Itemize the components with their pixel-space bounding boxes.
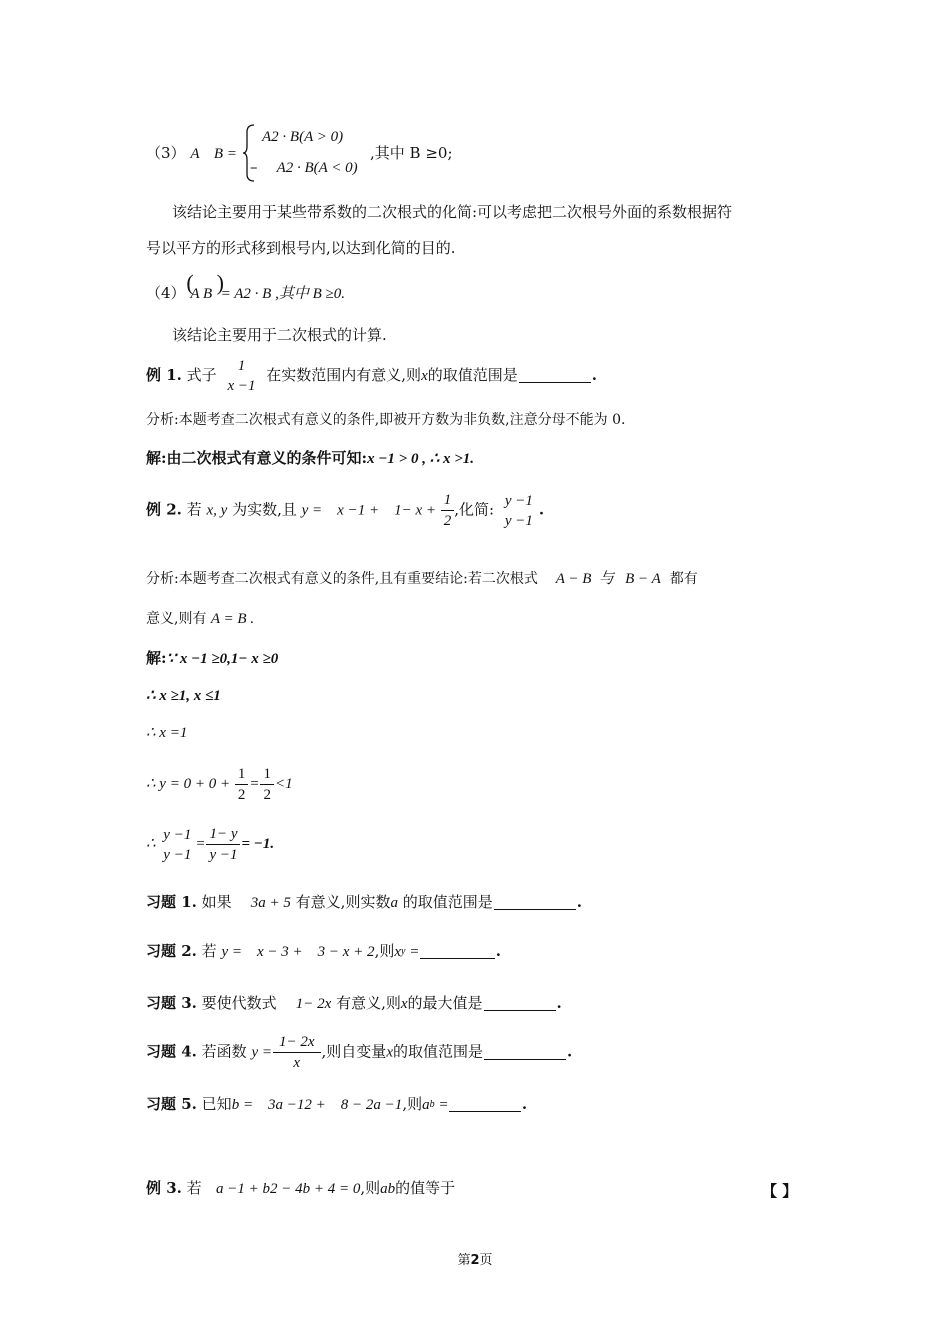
- item-3-lhs-a: A: [190, 146, 200, 162]
- example-1-end: .: [591, 366, 597, 384]
- fraction-denominator: 2: [443, 513, 452, 529]
- exercise-3: [146, 993, 562, 1014]
- solution-step-4-b: <1: [274, 775, 293, 792]
- exercise-var: x: [400, 996, 408, 1012]
- exercise-text-b: 有意义,则: [336, 994, 401, 1012]
- fraction-numerator: 1: [235, 764, 249, 785]
- exercise-label: 习题 1.: [146, 893, 197, 911]
- example-2-half: [441, 490, 455, 531]
- exercise-text-a: 如果: [201, 893, 232, 911]
- exercise-text-b: ,则: [374, 942, 395, 960]
- fraction-numerator: y −1: [504, 492, 533, 509]
- note-3-line-1: 该结论主要用于某些带系数的二次根式的化简:可以考虑把二次根号外面的系数根据符: [172, 203, 733, 221]
- example-1-fraction: [224, 356, 258, 396]
- example-1: [146, 356, 597, 396]
- item-3-case-2-expr: A2 · B(A < 0): [276, 160, 358, 176]
- page-footer: [0, 1249, 950, 1268]
- fraction-numerator: 1− 2x: [273, 1032, 321, 1053]
- example-1-label: 例 1.: [146, 366, 182, 384]
- exercise-var: x: [386, 1044, 393, 1061]
- example-2: [146, 490, 544, 531]
- exercise-end: .: [556, 994, 562, 1012]
- example-3-text-a: 若: [186, 1179, 202, 1197]
- answer-blank[interactable]: [420, 942, 495, 959]
- fraction-denominator: 2: [237, 787, 246, 803]
- solution-fraction-3: [160, 825, 194, 865]
- exercise-end: .: [576, 893, 582, 911]
- item-3-case-1: A2 · B(A > 0): [262, 129, 344, 145]
- exercise-4: [146, 1032, 572, 1073]
- example-1-var: x: [421, 368, 428, 384]
- footer-pre: 第: [457, 1253, 471, 1268]
- exercise-text-c: 的取值范围是: [402, 893, 493, 911]
- example-3-expr: a −1 + b2 − 4b + 4 = 0: [216, 1181, 361, 1197]
- answer-blank[interactable]: [484, 994, 556, 1011]
- fraction-denominator: 2: [263, 787, 271, 803]
- item-3-case-2-sign: –: [250, 158, 258, 176]
- answer-bracket[interactable]: 【 】: [762, 1182, 798, 1200]
- exercise-expr: b = 3a −12 + 8 − 2a −1: [231, 1097, 403, 1113]
- exercise-text-a: 要使代数式: [201, 994, 277, 1012]
- example-3-text-c: 的值等于: [395, 1179, 456, 1197]
- exercise-expr: 1− 2x: [295, 996, 332, 1012]
- example-1-text-b: 在实数范围内有意义,则: [266, 366, 422, 384]
- solution-step-5-b: = −1.: [241, 835, 275, 852]
- exercise-text-b: ,则: [402, 1095, 423, 1113]
- exercise-end: .: [521, 1095, 528, 1113]
- example-2-text-c: ,化简:: [454, 500, 495, 519]
- fraction-numerator: y −1: [163, 826, 192, 843]
- exercise-text-b: 有意义,则实数: [295, 893, 391, 911]
- exercise-text-c: 的最大值是: [407, 994, 483, 1012]
- fraction-numerator: 1: [441, 490, 455, 511]
- example-2-solution-5: [146, 824, 274, 865]
- note-3-line-2: 号以平方的形式移到根号内,以达到化简的目的.: [146, 239, 456, 257]
- fraction-numerator: 1: [237, 358, 246, 374]
- example-1-solution: [146, 448, 474, 469]
- footer-post: 页: [479, 1253, 493, 1268]
- exercise-expr: y = x − 3 + 3 − x + 2: [221, 944, 375, 960]
- example-3-var: ab: [380, 1181, 396, 1197]
- example-2-analysis-text-4: A = B .: [210, 611, 255, 627]
- open-paren-icon: (: [186, 270, 194, 295]
- fraction-denominator: y −1: [209, 847, 238, 863]
- exercise-label: 习题 4.: [146, 1042, 197, 1061]
- exercise-text-a: 若: [201, 942, 217, 960]
- example-1-solution-expr: x −1 > 0 , ∴ x >1.: [367, 451, 475, 467]
- exercise-label: 习题 3.: [146, 994, 197, 1012]
- exercise-sup: y: [401, 946, 406, 957]
- exercise-end: .: [567, 1042, 573, 1061]
- solution-prefix: 解:: [146, 649, 167, 667]
- fraction-numerator: 1− y: [206, 824, 240, 845]
- exercise-5: [146, 1094, 527, 1115]
- example-2-analysis-line-1: [146, 569, 698, 589]
- example-1-text-a: 式子: [186, 366, 217, 384]
- answer-blank[interactable]: [494, 893, 576, 910]
- exercise-expr: 3a + 5: [250, 895, 291, 911]
- exercise-expr: y =: [251, 1044, 272, 1061]
- exercise-end: .: [495, 942, 501, 960]
- exercise-text-b: ,则自变量: [321, 1042, 387, 1061]
- item-4-label: （4）: [146, 284, 186, 302]
- example-2-text-a: 若: [186, 500, 202, 519]
- exercise-text-c: =: [410, 944, 419, 960]
- example-2-analysis-line-2: [146, 609, 254, 629]
- exercise-text-c: =: [439, 1097, 448, 1113]
- solution-fraction-1: [235, 764, 249, 805]
- example-2-solution-3: ∴ x =1: [146, 725, 188, 741]
- exercise-fraction: [273, 1032, 321, 1073]
- item-3: [146, 143, 236, 164]
- answer-blank[interactable]: [484, 1043, 566, 1060]
- fraction-denominator: x: [293, 1055, 301, 1071]
- example-1-text-c: 的取值范围是: [427, 366, 518, 384]
- item-4-tail: = A2 · B ,其中 B ≥0.: [220, 286, 345, 302]
- solution-fraction-2: [260, 764, 274, 805]
- example-2-solution-1: [146, 648, 278, 669]
- example-2-analysis-text-3: 意义,则有: [146, 611, 207, 627]
- example-3-label: 例 3.: [146, 1179, 182, 1197]
- example-2-end: .: [538, 500, 545, 519]
- example-2-analysis-expr: A − B 与 B − A: [555, 571, 661, 587]
- exercise-var: a: [422, 1097, 430, 1113]
- item-3-eq: =: [227, 146, 237, 162]
- example-2-label: 例 2.: [146, 500, 182, 519]
- example-2-expr: y = x −1 + 1− x +: [301, 502, 436, 519]
- example-2-fraction: [502, 491, 536, 531]
- exercise-var: x: [394, 944, 402, 960]
- close-paren-icon: ): [216, 270, 224, 295]
- exercise-text-c: 的取值范围是: [392, 1042, 483, 1061]
- item-3-lhs-b: B: [213, 146, 223, 162]
- exercise-2: [146, 941, 501, 962]
- fraction-denominator: y −1: [504, 512, 533, 529]
- exercise-sup: b: [429, 1099, 435, 1110]
- example-2-solution-4: [146, 764, 293, 805]
- example-2-analysis-text-2: 都有: [669, 571, 698, 587]
- note-4: 该结论主要用于二次根式的计算.: [172, 326, 387, 344]
- example-2-vars: x, y: [206, 502, 228, 519]
- solution-step-1: ∵ x −1 ≥0,1− x ≥0: [166, 651, 279, 667]
- exercise-text-a: 已知: [201, 1095, 232, 1113]
- exercise-label: 习题 5.: [146, 1095, 197, 1113]
- example-1-analysis: 分析:本题考查二次根式有意义的条件,即被开方数为非负数,注意分母不能为 0.: [146, 412, 626, 428]
- example-2-text-b: 为实数,且: [232, 500, 297, 519]
- item-4-formula-text: A B: [190, 286, 213, 302]
- item-3-case-2: [250, 157, 358, 178]
- exercise-text-a: 若函数: [201, 1042, 247, 1061]
- example-2-solution-2: ∴ x ≥1, x ≤1: [146, 688, 221, 704]
- item-4: [146, 270, 345, 304]
- page-number: 2: [470, 1253, 480, 1268]
- fraction-denominator: x −1: [227, 378, 256, 394]
- exercise-label: 习题 2.: [146, 942, 197, 960]
- solution-fraction-4: [206, 824, 240, 865]
- item-3-tail: ,其中 B ≥0;: [370, 144, 453, 162]
- example-1-solution-prefix: 解:由二次根式有意义的条件可知:: [146, 449, 368, 467]
- solution-step-5-a: ∴: [146, 835, 156, 852]
- fraction-numerator: 1: [260, 764, 274, 785]
- item-3-label: （3）: [146, 144, 186, 162]
- example-2-analysis-text-1: 分析:本题考查二次根式有意义的条件,且有重要结论:若二次根式: [146, 571, 538, 587]
- exercise-var: a: [390, 895, 398, 911]
- fraction-denominator: y −1: [163, 846, 192, 863]
- item-4-formula: [186, 270, 224, 302]
- exercise-1: [146, 892, 582, 913]
- answer-blank[interactable]: [449, 1095, 521, 1112]
- answer-blank[interactable]: [519, 366, 591, 383]
- solution-step-4-a: ∴ y = 0 + 0 +: [146, 775, 231, 792]
- solution-step-5-eq: =: [195, 835, 206, 852]
- example-3-text-b: ,则: [360, 1179, 381, 1197]
- example-3: [146, 1178, 455, 1199]
- solution-step-4-eq: =: [249, 775, 260, 792]
